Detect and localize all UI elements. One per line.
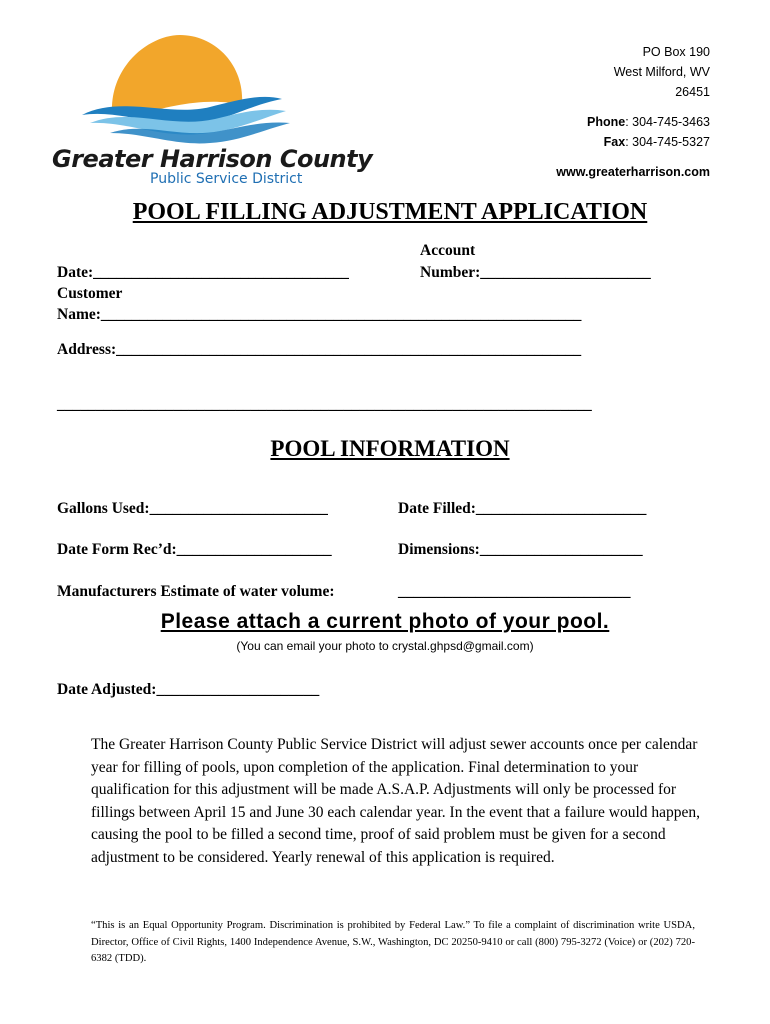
photo-note: Please attach a current photo of your pool.: [160, 610, 610, 633]
equal-opportunity-statement: “This is an Equal Opportunity Program. Discrimination is prohibited by Federal Law.” To file a complaint of discrimination write USDA, Director, Office of Civil Rights, 1400 Independence Avenue, S.W., Washington, DC 20250-9410 or call (800) 795-3272 (Voice) or (202) 720-6382 (TDD).: [91, 920, 695, 964]
photo-subnote: (You can email your photo to crystal.ghpsd@gmail.com): [236, 639, 534, 653]
address-line2-field[interactable]: _____________________________________________________________________: [57, 396, 592, 413]
sun-wave-logo-icon: [50, 35, 320, 147]
logo-district: Public Service District: [150, 171, 303, 187]
customer-name-field[interactable]: Name:______________________________________________________________: [57, 306, 582, 323]
manufacturers-estimate-field[interactable]: ______________________________: [398, 583, 631, 600]
fax-label: Fax: [603, 135, 626, 149]
form-title: POOL FILLING ADJUSTMENT APPLICATION: [132, 199, 648, 225]
account-number-field[interactable]: Number:______________________: [420, 264, 651, 281]
policy-text: The Greater Harrison County Public Service District will adjust sewer accounts once per calendar year for filling of pools, upon completion of the application. Final determination to your qualification for this adjustment will be made A.S.A.P. Adjustments will only be processed for fillings between April 15 and June 30 each calendar year. In the event that a failure would happen, causing the pool to be filled a second time, proof of said problem must be given for a second adjustment to be considered. Yearly renewal of this application is required.: [91, 736, 701, 866]
dimensions-field[interactable]: Dimensions:_____________________: [398, 541, 643, 558]
pool-section-title: POOL INFORMATION: [270, 436, 510, 461]
customer-label: Customer: [57, 285, 123, 302]
website-link[interactable]: www.greaterharrison.com: [556, 165, 710, 179]
date-field[interactable]: Date:_________________________________: [57, 264, 349, 281]
company-logo: [50, 35, 373, 195]
logo-name: Greater Harrison County: [52, 145, 373, 173]
account-label: Account: [420, 242, 476, 259]
phone-label: Phone: [587, 115, 626, 129]
address-field[interactable]: Address:____________________________________________________________: [57, 341, 582, 358]
city-state: West Milford, WV: [613, 65, 710, 79]
date-adjusted-field[interactable]: Date Adjusted:_____________________: [57, 681, 320, 698]
date-filled-field[interactable]: Date Filled:______________________: [398, 500, 647, 517]
fax-line: [556, 132, 710, 152]
phone-line: [556, 112, 710, 132]
date-form-recd-field[interactable]: Date Form Rec’d:____________________: [57, 541, 332, 558]
manufacturers-estimate-label: Manufacturers Estimate of water volume:: [57, 583, 335, 600]
zip-code: 26451: [675, 85, 710, 99]
phone-value: : 304-745-3463: [625, 115, 710, 129]
contact-block: [556, 42, 710, 182]
fax-value: : 304-745-5327: [625, 135, 710, 149]
po-box: PO Box 190: [642, 45, 710, 59]
gallons-used-field[interactable]: Gallons Used:_______________________: [57, 500, 328, 517]
